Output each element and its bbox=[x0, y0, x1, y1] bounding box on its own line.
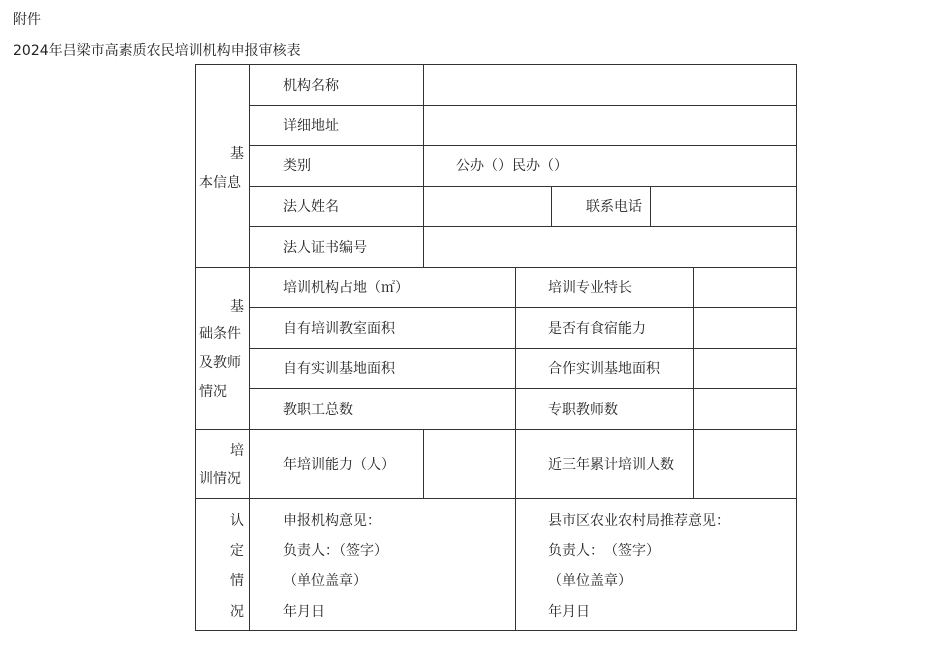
cumulative-label: 近三年累计培训人数 bbox=[548, 457, 674, 473]
section-approval-line1: 认 bbox=[230, 513, 244, 529]
section-training-line2: 训情况 bbox=[199, 471, 241, 487]
category-options: 公办（）民办（） bbox=[456, 158, 568, 174]
row-divider bbox=[249, 388, 797, 389]
left-opinion: 申报机构意见： bbox=[283, 513, 381, 529]
row-divider bbox=[249, 307, 797, 308]
practice-base-label: 自有实训基地面积 bbox=[283, 361, 395, 377]
application-form-table bbox=[195, 64, 797, 631]
form-title: 2024年吕梁市高素质农民培训机构申报审核表 bbox=[13, 43, 301, 59]
row-divider bbox=[249, 145, 797, 146]
section-approval-line3: 情 bbox=[230, 573, 244, 589]
address-label: 详细地址 bbox=[283, 118, 339, 134]
section-conditions-line4: 情况 bbox=[199, 384, 227, 400]
column-divider bbox=[249, 65, 250, 631]
left-seal: （单位盖章） bbox=[283, 573, 367, 589]
right-seal: （单位盖章） bbox=[548, 573, 632, 589]
capacity-label: 年培训能力（人） bbox=[283, 457, 395, 473]
category-label: 类别 bbox=[283, 158, 311, 174]
section-conditions-line3: 及教师 bbox=[199, 355, 241, 371]
row-divider bbox=[249, 186, 797, 187]
section-conditions-line1: 基 bbox=[230, 299, 244, 315]
area-label: 培训机构占地（㎡） bbox=[283, 280, 409, 296]
section-approval-line2: 定 bbox=[230, 543, 244, 559]
lodging-label: 是否有食宿能力 bbox=[548, 321, 646, 337]
column-divider bbox=[551, 186, 552, 226]
right-signer: 负责人： （签字） bbox=[548, 543, 660, 559]
specialty-label: 培训专业特长 bbox=[548, 280, 632, 296]
section-basic-line2: 本信息 bbox=[199, 175, 241, 191]
column-divider bbox=[650, 186, 651, 226]
org-name-label: 机构名称 bbox=[283, 78, 339, 94]
column-divider bbox=[693, 267, 694, 498]
section-training-line1: 培 bbox=[230, 443, 244, 459]
fulltime-teachers-label: 专职教师数 bbox=[548, 402, 618, 418]
section-conditions-line2: 础条件 bbox=[199, 326, 241, 342]
coop-base-label: 合作实训基地面积 bbox=[548, 361, 660, 377]
column-divider bbox=[423, 429, 424, 498]
section-divider bbox=[196, 498, 797, 499]
section-basic-line1: 基 bbox=[230, 146, 244, 162]
column-divider bbox=[515, 267, 516, 631]
row-divider bbox=[249, 105, 797, 106]
attachment-label: 附件 bbox=[13, 12, 41, 28]
classroom-label: 自有培训教室面积 bbox=[283, 321, 395, 337]
row-divider bbox=[249, 348, 797, 349]
column-divider bbox=[423, 65, 424, 267]
right-date: 年月日 bbox=[548, 604, 590, 620]
cert-number-label: 法人证书编号 bbox=[283, 240, 367, 256]
row-divider bbox=[249, 226, 797, 227]
section-divider bbox=[196, 429, 797, 430]
phone-label: 联系电话 bbox=[586, 199, 642, 215]
legal-person-label: 法人姓名 bbox=[283, 199, 339, 215]
staff-total-label: 教职工总数 bbox=[283, 402, 353, 418]
left-date: 年月日 bbox=[283, 604, 325, 620]
right-opinion: 县市区农业农村局推荐意见： bbox=[548, 513, 730, 529]
section-divider bbox=[196, 267, 797, 268]
left-signer: 负责人：（签字） bbox=[283, 543, 388, 559]
section-approval-line4: 况 bbox=[230, 604, 244, 620]
